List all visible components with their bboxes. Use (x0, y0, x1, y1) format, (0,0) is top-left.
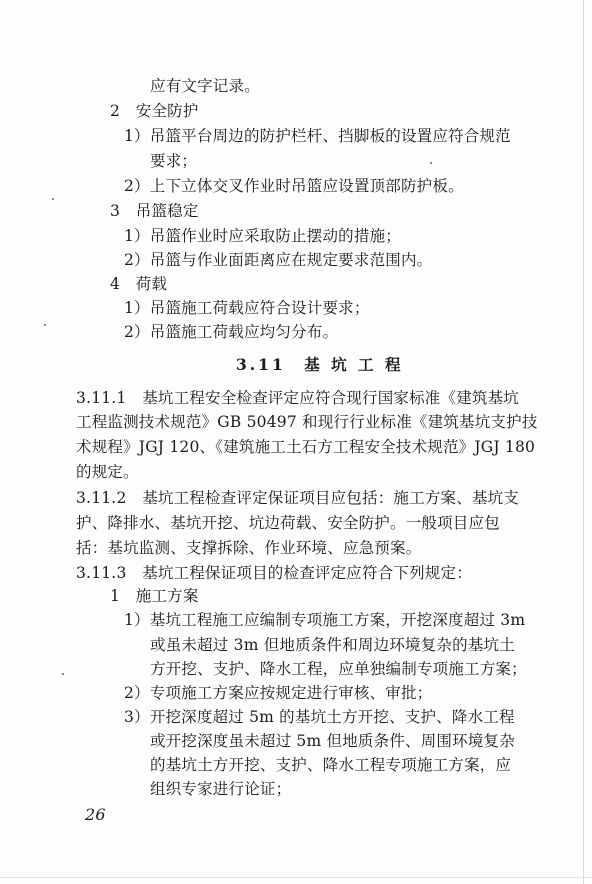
scan-speck (430, 162, 432, 164)
list-item: 2）上下立体交叉作业时吊篮应设置顶部防护板。 (124, 177, 464, 195)
text-line: 组织专家进行论证； (150, 780, 292, 798)
list-item: 1）吊篮施工荷载应符合设计要求； (124, 299, 370, 317)
text-line: 护、降排水、基坑开挖、坑边荷载、安全防护。一般项目应包 (76, 514, 500, 532)
section-heading-load: 4 荷载 (110, 275, 168, 293)
list-item: 3）开挖深度超过 5m 的基坑土方开挖、支护、降水工程 (124, 708, 515, 726)
section-heading-safety: 2 安全防护 (110, 102, 199, 120)
text-line: 术规程》JGJ 120、《建筑施工土石方工程安全技术规范》JGJ 180 (76, 438, 536, 456)
list-item: 1）吊篮作业时应采取防止摆动的措施； (124, 227, 401, 245)
list-item: 2）吊篮与作业面距离应在规定要求范围内。 (124, 251, 433, 269)
list-item: 1）吊篮平台周边的防护栏杆、挡脚板的设置应符合规范 (124, 127, 511, 145)
page-right-edge (583, 0, 584, 884)
text-line: 或开挖深度虽未超过 5m 但地质条件、周围环境复杂 (150, 732, 515, 750)
page-number: 26 (85, 805, 106, 824)
scan-speck (62, 673, 64, 675)
section-heading-plan: 1 施工方案 (110, 587, 199, 605)
list-item: 2）专项施工方案应按规定进行审核、审批； (124, 684, 433, 702)
text-line: 的规定。 (76, 463, 139, 481)
scan-speck (44, 324, 46, 326)
text-line: 工程监测技术规范》GB 50497 和现行行业标准《建筑基坑支护技 (76, 413, 538, 431)
text-line: 要求； (150, 152, 198, 170)
clause-3-11-1: 3.11.1 基坑工程安全检查评定应符合现行国家标准《建筑基坑 (76, 389, 520, 407)
scan-speck (52, 198, 54, 200)
list-item: 2）吊篮施工荷载应均匀分布。 (124, 323, 339, 341)
page-bottom-edge (0, 877, 592, 878)
text-line: 的基坑土方开挖、支护、降水工程专项施工方案，应 (150, 756, 512, 774)
text-line: 方开挖、支护、降水工程，应单独编制专项施工方案； (150, 660, 527, 678)
text-line: 或虽未超过 3m 但地质条件和周边环境复杂的基坑土 (150, 636, 515, 654)
section-title: 3.11 基 坑 工 程 (236, 355, 404, 374)
clause-3-11-3: 3.11.3 基坑工程保证项目的检查评定应符合下列规定： (76, 564, 472, 582)
section-heading-stability: 3 吊篮稳定 (110, 202, 199, 220)
text-line: 应有文字记录。 (150, 77, 260, 95)
clause-3-11-2: 3.11.2 基坑工程检查评定保证项目应包括：施工方案、基坑支 (76, 489, 520, 507)
text-line: 括：基坑监测、支撑拆除、作业环境、应急预案。 (76, 539, 422, 557)
list-item: 1）基坑工程施工应编制专项施工方案，开挖深度超过 3m (124, 611, 526, 629)
